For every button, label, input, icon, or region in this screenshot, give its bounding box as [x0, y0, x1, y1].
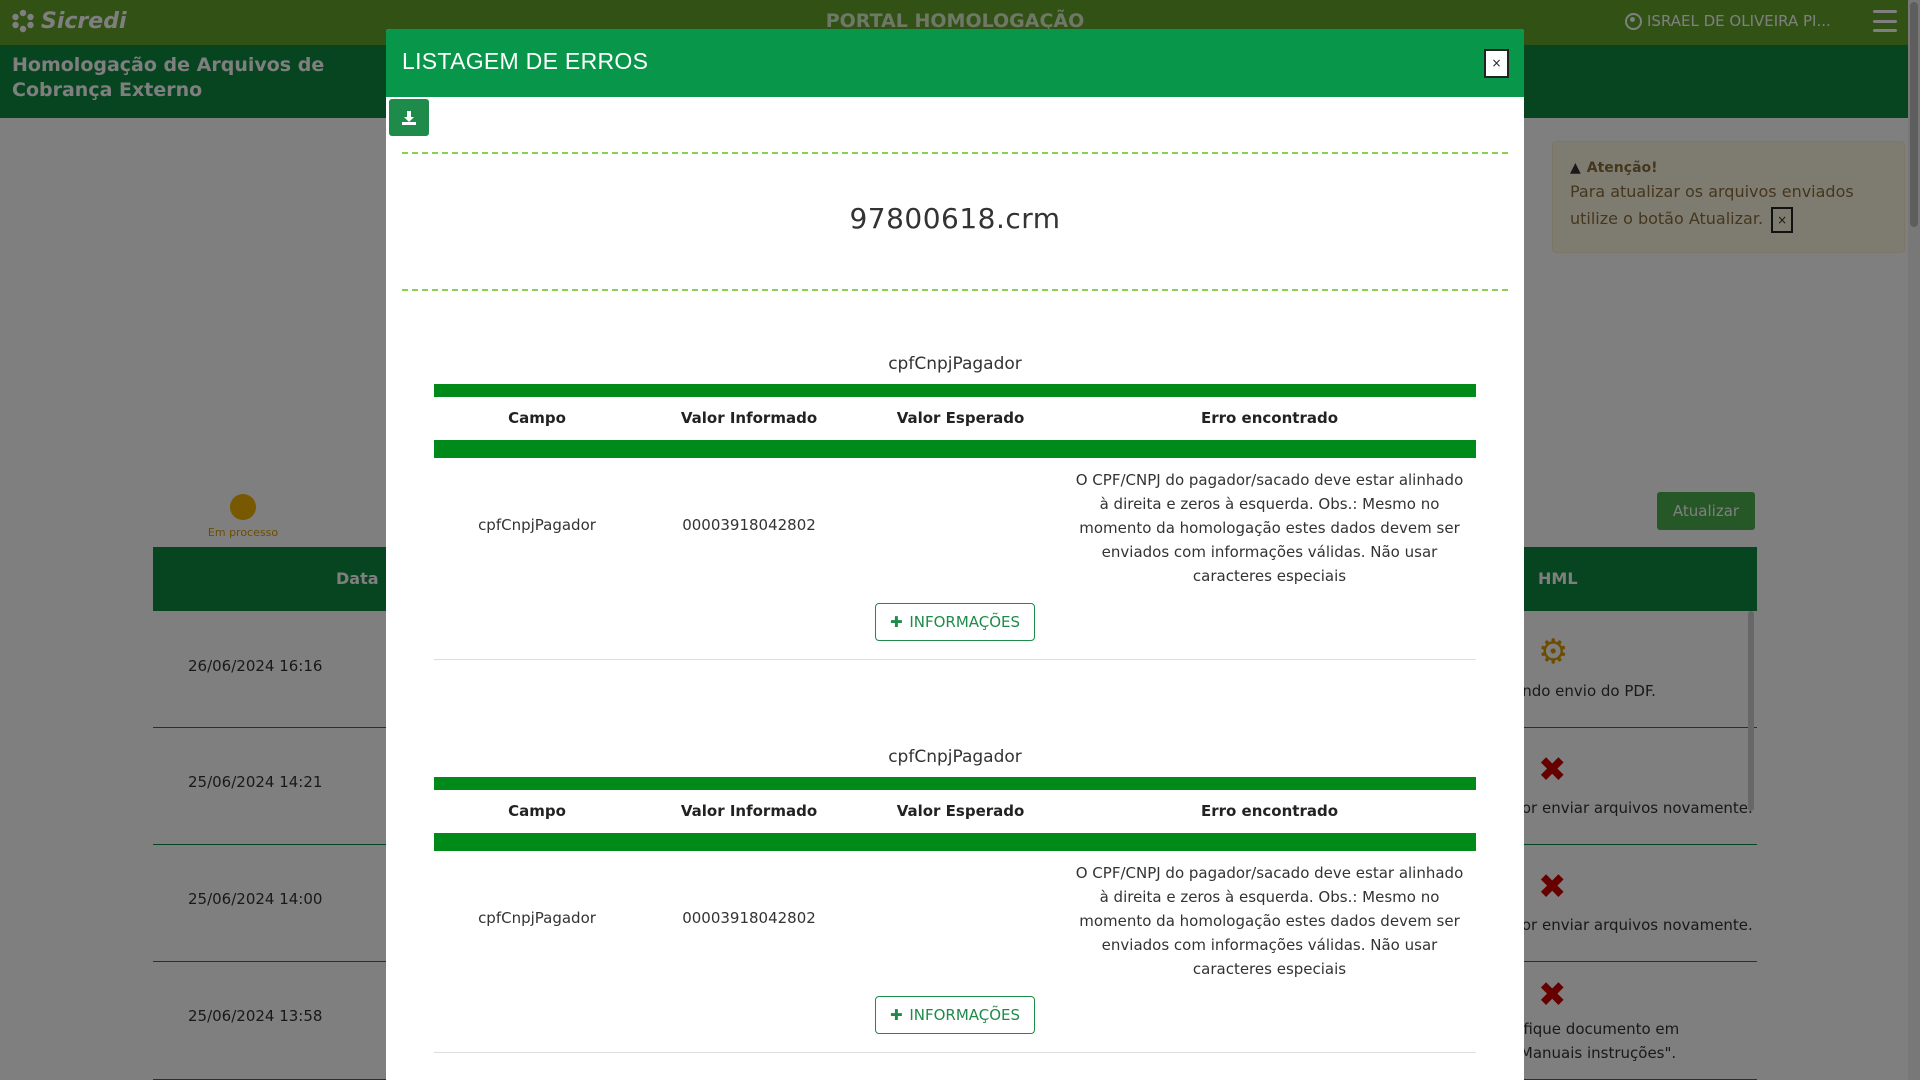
more-info-label: INFORMAÇÕES [909, 1006, 1021, 1024]
block-separator [434, 1052, 1476, 1053]
dashed-divider [402, 152, 1508, 154]
error-message: O CPF/CNPJ do pagador/sacado deve estar alinhado à direita e zeros à esquerda. Obs.: Mesmo no momento da homologação estes dados devem ser enviados com informações válidas. Não usar caracteres especiais [1075, 471, 1464, 585]
column-header-valor-informado: Valor Informado [680, 409, 818, 427]
dashed-divider [402, 289, 1508, 291]
error-block-title: cpfCnpjPagador [888, 354, 1022, 374]
error-table-header [434, 397, 1476, 440]
table-top-bar [434, 777, 1476, 790]
error-row [434, 851, 1476, 996]
more-info-button[interactable] [875, 603, 1035, 641]
error-message: O CPF/CNPJ do pagador/sacado deve estar alinhado à direita e zeros à esquerda. Obs.: Mesmo no momento da homologação estes dados devem ser enviados com informações válidas. Não usar caracteres especiais [1075, 864, 1464, 978]
error-campo: cpfCnpjPagador [478, 516, 596, 534]
error-campo: cpfCnpjPagador [478, 909, 596, 927]
download-button[interactable] [389, 99, 429, 136]
error-valor-informado: 00003918042802 [682, 909, 816, 927]
error-table-header [434, 790, 1476, 833]
column-header-valor-esperado: Valor Esperado [896, 409, 1025, 427]
column-header-campo: Campo [508, 409, 566, 427]
table-header-bar [434, 833, 1476, 851]
error-row [434, 458, 1476, 603]
column-header-erro: Erro encontrado [1200, 802, 1339, 820]
error-block [434, 354, 1476, 660]
error-block [434, 747, 1476, 1053]
modal-header [386, 29, 1524, 97]
modal-close-button[interactable]: × [1484, 49, 1509, 78]
download-icon [401, 110, 417, 126]
error-block-title: cpfCnpjPagador [888, 747, 1022, 767]
modal-title: LISTAGEM DE ERROS [402, 48, 649, 74]
errors-modal [386, 29, 1524, 1080]
column-header-valor-esperado: Valor Esperado [896, 802, 1025, 820]
error-valor-informado: 00003918042802 [682, 516, 816, 534]
more-info-button[interactable] [875, 996, 1035, 1034]
table-header-bar [434, 440, 1476, 458]
table-top-bar [434, 384, 1476, 397]
block-separator [434, 659, 1476, 660]
column-header-campo: Campo [508, 802, 566, 820]
plus-icon: ✚ [889, 1006, 903, 1024]
plus-icon: ✚ [889, 613, 903, 631]
column-header-valor-informado: Valor Informado [680, 802, 818, 820]
column-header-erro: Erro encontrado [1200, 409, 1339, 427]
more-info-label: INFORMAÇÕES [909, 613, 1021, 631]
file-name: 97800618.crm [849, 202, 1061, 235]
